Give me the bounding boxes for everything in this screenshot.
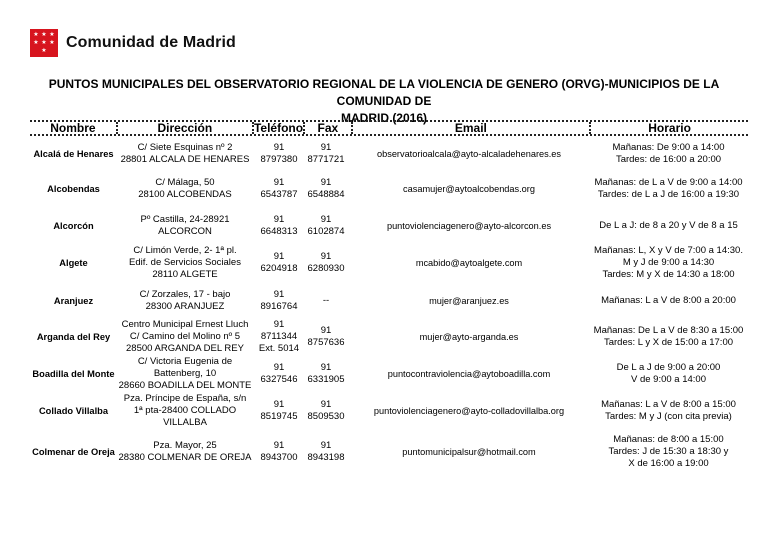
- cell-fax: [303, 440, 349, 464]
- cell-direccion: [117, 142, 253, 166]
- directory-table: [30, 120, 748, 474]
- cell-direccion-line: 28660 BOADILLA DEL MONTE: [118, 379, 252, 391]
- cell-fax-text: 91 6102874: [307, 213, 345, 237]
- cell-direccion-line: Pza. Príncipe de España, s/n: [123, 392, 247, 404]
- cell-email[interactable]: [349, 183, 589, 195]
- header-telefono: Teléfono: [252, 122, 303, 134]
- cell-email-text: puntoviolenciagenero@ayto-alcorcon.es: [386, 220, 552, 231]
- cell-direccion-line: C/ Siete Esquinas nº 2: [137, 141, 233, 153]
- cell-direccion-line: 28100 ALCOBENDAS: [138, 189, 232, 200]
- cell-horario-line: Tardes: M y J (con cita previa): [605, 410, 732, 422]
- cell-horario: [589, 245, 748, 281]
- cell-horario-line: Mañanas: De 9:00 a 14:00: [612, 141, 725, 153]
- cell-fax-text: --: [322, 294, 330, 306]
- cell-horario: [589, 142, 748, 166]
- cell-horario-line: Mañanas: De L a V de 8:30 a 15:00: [593, 325, 744, 336]
- cell-direccion: [117, 356, 253, 392]
- cell-direccion: [117, 440, 253, 464]
- cell-direccion-line: C/ Victoria Eugenia de: [137, 355, 233, 367]
- cell-email[interactable]: [349, 220, 589, 232]
- cell-direccion-line: C/ Limón Verde, 2- 1ª pl.: [133, 245, 237, 256]
- cell-nombre-text: Algete: [59, 258, 88, 268]
- cell-horario: [589, 220, 748, 232]
- title-line-1: PUNTOS MUNICIPALES DEL OBSERVATORIO REGIONAL DE LA VIOLENCIA DE GENERO (ORVG)-MUNICIPIOS DE LA COMUNIDAD DE: [48, 77, 720, 108]
- cell-direccion-line: 28801 ALCALA DE HENARES: [120, 153, 250, 165]
- cell-nombre: [30, 446, 117, 458]
- cell-fax: [303, 251, 349, 275]
- cell-horario-line: Mañanas: de L a V de 9:00 a 14:00: [594, 177, 743, 188]
- cell-nombre: [30, 405, 117, 417]
- cell-telefono: [253, 362, 303, 386]
- table-row: [30, 171, 748, 207]
- cell-nombre-text: Boadilla del Monte: [32, 368, 115, 379]
- cell-fax-text: 91 8771721: [307, 141, 345, 165]
- table-row: [30, 282, 748, 319]
- cell-email-text: mujer@ayto-arganda.es: [419, 332, 519, 342]
- table-body: [30, 136, 748, 474]
- cell-email-text: puntomunicipalsur@hotmail.com: [402, 446, 536, 457]
- cell-email-text: puntocontraviolencia@aytoboadilla.com: [387, 368, 551, 379]
- cell-nombre: [30, 295, 117, 307]
- cell-direccion-line: C/ Zorzales, 17 - bajo: [139, 288, 231, 300]
- cell-direccion-line: 28110 ALGETE: [152, 269, 218, 280]
- cell-email[interactable]: [349, 295, 589, 307]
- cell-telefono-line: 91 6648313: [260, 213, 298, 237]
- cell-telefono-line: 91 8519745: [260, 398, 298, 422]
- header-horario: Horario: [589, 122, 748, 134]
- title-line-2: MADRID (2016): [340, 111, 427, 125]
- cell-fax-text: 91 8509530: [307, 398, 345, 422]
- cell-direccion-line: Centro Municipal Ernest Lluch: [121, 319, 249, 330]
- cell-email-text: puntoviolenciagenero@ayto-colladovillalba.org: [373, 405, 565, 416]
- cell-nombre-text: Arganda del Rey: [36, 332, 111, 342]
- cell-horario-line: De L a J de 9:00 a 20:00: [616, 361, 721, 373]
- cell-direccion-line: Battenberg, 10: [153, 367, 217, 379]
- header-direccion: Dirección: [116, 122, 252, 134]
- cell-direccion-line: Pº Castilla, 24-28921: [140, 213, 230, 225]
- cell-telefono-line: 91 8916764: [260, 288, 298, 312]
- cell-telefono-line: Ext. 5014: [258, 343, 300, 354]
- cell-horario-line: Mañanas: de 8:00 a 15:00: [613, 433, 724, 445]
- cell-telefono: [253, 319, 303, 355]
- cell-direccion: [117, 214, 253, 238]
- cell-fax: [303, 362, 349, 386]
- cell-telefono-line: 91 6543787: [260, 177, 298, 200]
- cell-direccion-line: C/ Málaga, 50: [155, 177, 215, 188]
- cell-horario-line: Mañanas: L a V de 8:00 a 15:00: [601, 398, 736, 410]
- cell-telefono: [253, 177, 303, 201]
- cell-nombre-text: Collado Villalba: [38, 405, 109, 416]
- cell-horario-line: Tardes: de 16:00 a 20:00: [615, 153, 722, 165]
- cell-direccion-line: Pza. Mayor, 25: [153, 439, 217, 451]
- cell-horario-line: X de 16:00 a 19:00: [628, 457, 709, 469]
- cell-fax: [303, 177, 349, 201]
- table-row: [30, 244, 748, 282]
- cell-direccion-line: 28300 ARANJUEZ: [145, 300, 225, 312]
- cell-direccion-line: 1ª pta-28400 COLLADO: [133, 404, 237, 416]
- cell-horario-line: V de 9:00 a 14:00: [630, 373, 706, 385]
- cell-direccion-line: VILLALBA: [163, 416, 207, 428]
- cell-fax-text: 91 6280930: [307, 251, 345, 274]
- cell-horario-line: M y J de 9:00 a 14:30: [622, 257, 715, 268]
- cell-fax: [303, 325, 349, 349]
- cell-telefono: [253, 440, 303, 464]
- cell-horario: [589, 177, 748, 201]
- cell-horario: [589, 362, 748, 386]
- cell-nombre-text: Colmenar de Oreja: [32, 446, 115, 457]
- cell-email[interactable]: [349, 405, 589, 417]
- table-row: [30, 319, 748, 355]
- cell-fax-text: 91 8757636: [307, 325, 345, 348]
- cell-telefono: [253, 214, 303, 238]
- cell-horario-line: Mañanas: L, X y V de 7:00 a 14:30.: [594, 245, 743, 256]
- madrid-flag-icon: ★ ★ ★ ★ ★ ★ ★: [30, 29, 58, 57]
- cell-direccion: [117, 245, 253, 281]
- cell-direccion-line: 28500 ARGANDA DEL REY: [126, 343, 244, 354]
- cell-telefono-line: 91 8943700: [260, 439, 298, 463]
- header-fax: Fax: [303, 122, 350, 134]
- header-nombre: Nombre: [50, 121, 96, 135]
- cell-email[interactable]: [349, 257, 589, 269]
- cell-horario: [589, 434, 748, 470]
- table-row: [30, 207, 748, 244]
- cell-horario-line: Tardes: de L a J de 16:00 a 19:30: [597, 189, 740, 200]
- cell-fax: [303, 142, 349, 166]
- cell-nombre-text: Alcalá de Henares: [33, 148, 114, 159]
- cell-nombre-text: Alcorcón: [53, 220, 94, 231]
- table-row: [30, 355, 748, 392]
- cell-direccion: [117, 177, 253, 201]
- cell-direccion-line: 28380 COLMENAR DE OREJA: [118, 451, 252, 463]
- cell-direccion: [117, 289, 253, 313]
- cell-nombre: [30, 368, 117, 380]
- cell-horario-line: Tardes: M y X de 14:30 a 18:00: [602, 269, 735, 280]
- cell-email-text: observatorioalcala@ayto-alcaladehenares.es: [377, 148, 561, 159]
- cell-fax: [303, 399, 349, 423]
- cell-horario: [589, 325, 748, 349]
- cell-horario-line: Tardes: L y X de 15:00 a 17:00: [603, 337, 734, 348]
- cell-email-text: casamujer@aytoalcobendas.org: [403, 184, 535, 194]
- cell-horario-line: De L a J: de 8 a 20 y V de 8 a 15: [599, 219, 738, 231]
- cell-telefono-line: 91 8711344: [260, 319, 298, 342]
- cell-direccion: [117, 319, 253, 355]
- cell-direccion: [117, 393, 253, 429]
- cell-nombre-text: Aranjuez: [53, 295, 94, 306]
- header-email: Email: [351, 122, 590, 134]
- cell-nombre: [30, 148, 117, 160]
- cell-fax-text: 91 6548884: [307, 177, 345, 200]
- cell-nombre-text: Alcobendas: [47, 184, 100, 194]
- cell-nombre: [30, 257, 117, 269]
- cell-telefono-line: 91 6327546: [260, 361, 298, 385]
- cell-direccion-line: ALCORCON: [158, 225, 212, 237]
- cell-telefono: [253, 142, 303, 166]
- cell-email-text: mujer@aranjuez.es: [429, 295, 509, 306]
- table-row: [30, 136, 748, 171]
- cell-email[interactable]: [349, 331, 589, 343]
- cell-fax: [303, 295, 349, 307]
- cell-direccion-line: Edif. de Servicios Sociales: [129, 257, 241, 268]
- table-header: [30, 120, 748, 136]
- cell-nombre: [30, 183, 117, 195]
- cell-email[interactable]: [349, 148, 589, 160]
- cell-telefono: [253, 251, 303, 275]
- cell-email-text: mcabido@aytoalgete.com: [415, 258, 523, 268]
- cell-horario: [589, 295, 748, 307]
- cell-email[interactable]: [349, 446, 589, 458]
- cell-horario-line: Mañanas: L a V de 8:00 a 20:00: [601, 294, 736, 306]
- cell-telefono: [253, 289, 303, 313]
- cell-fax-text: 91 8943198: [307, 439, 345, 463]
- cell-telefono: [253, 399, 303, 423]
- cell-nombre: [30, 331, 117, 343]
- cell-email[interactable]: [349, 368, 589, 380]
- cell-horario-line: Tardes: J de 15:30 a 18:30 y: [608, 445, 729, 457]
- table-row: [30, 429, 748, 474]
- cell-direccion-line: C/ Camino del Molino nº 5: [129, 331, 241, 342]
- cell-telefono-line: 91 6204918: [260, 251, 298, 274]
- cell-fax-text: 91 6331905: [307, 361, 345, 385]
- cell-nombre: [30, 220, 117, 232]
- cell-horario: [589, 399, 748, 423]
- table-row: [30, 392, 748, 429]
- cell-fax: [303, 214, 349, 238]
- brand-name: Comunidad de Madrid: [66, 34, 236, 51]
- brand-logo: [30, 28, 236, 58]
- cell-telefono-line: 91 8797380: [260, 141, 298, 165]
